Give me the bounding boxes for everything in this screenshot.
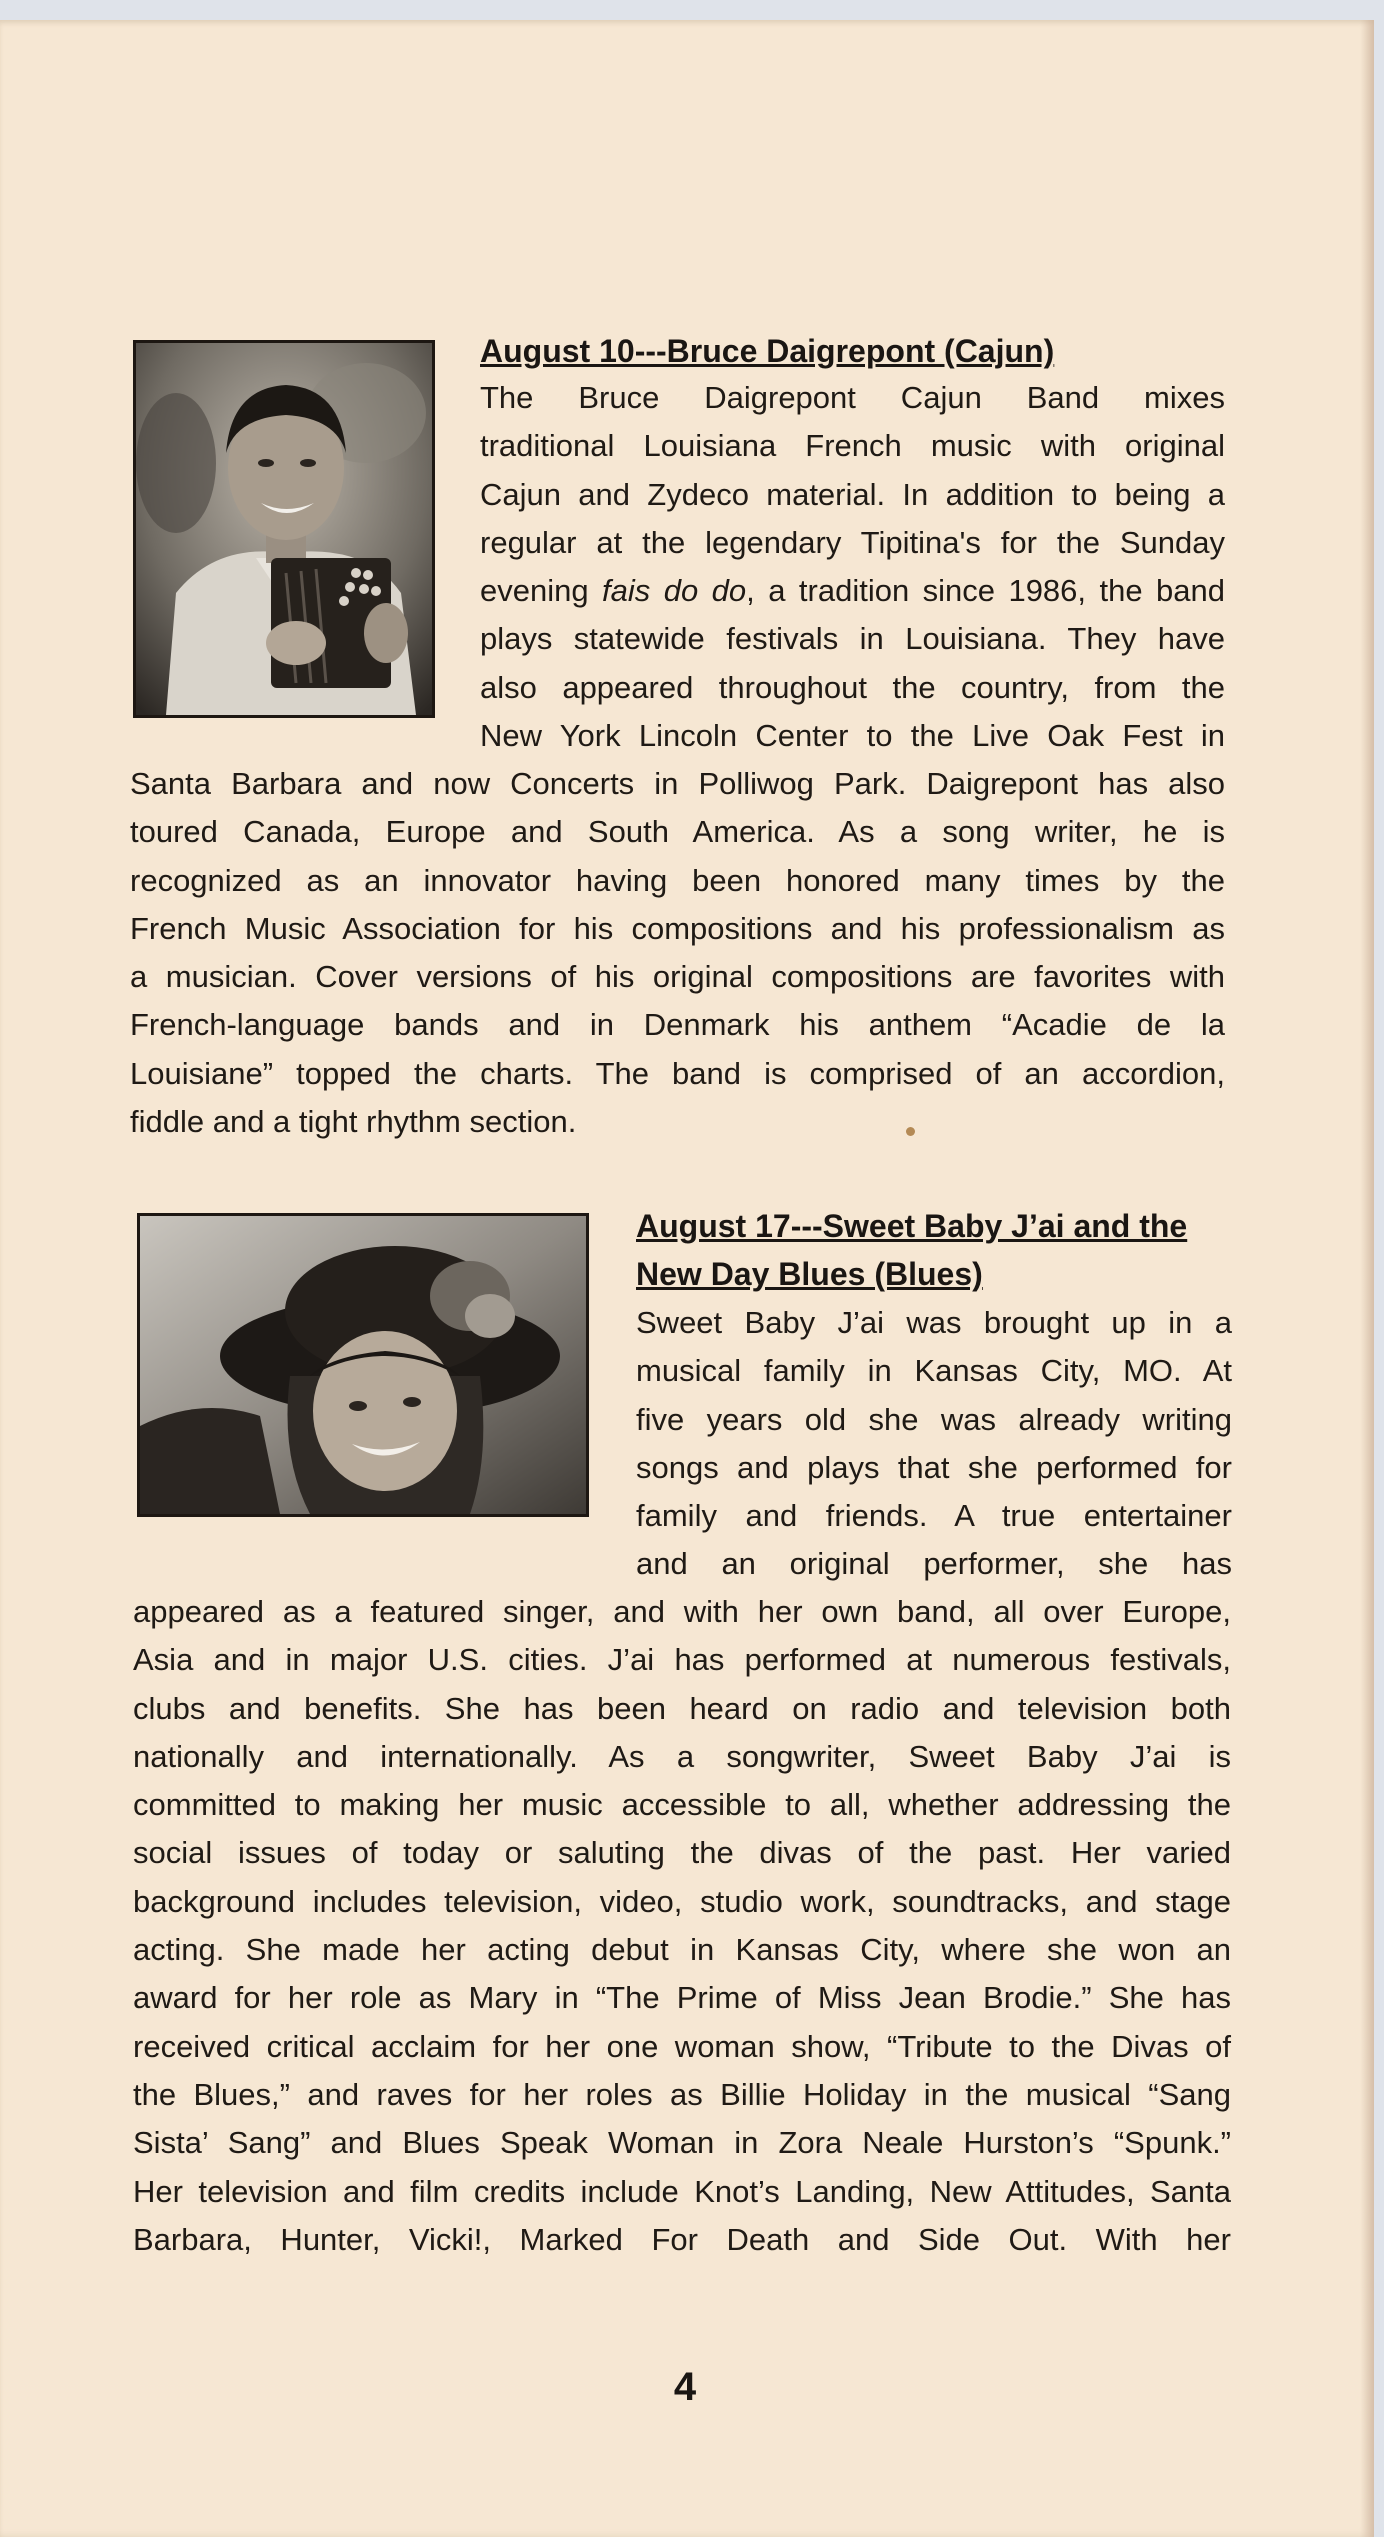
text-line: received critical acclaim for her one woman show, “Tribute to the Divas of: [133, 2028, 1231, 2064]
text-line: Sista’ Sang” and Blues Speak Woman in Zora Neale Hurston’s “Spunk.”: [133, 2125, 1231, 2161]
text-line: social issues of today or saluting the divas of the past. Her varied: [133, 1835, 1231, 1871]
text-line: New York Lincoln Center to the Live Oak Fest in: [480, 718, 1225, 754]
italic-phrase: fais do do: [602, 573, 747, 609]
text-line: and an original performer, she has: [636, 1546, 1232, 1582]
bruce-daigrepont-photo: [133, 340, 435, 718]
sweet-baby-jai-photo: [137, 1213, 589, 1517]
text-line: Santa Barbara and now Concerts in Polliwog Park. Daigrepont has also: [130, 766, 1225, 801]
text-line: fiddle and a tight rhythm section.: [130, 1104, 577, 1140]
text-line: award for her role as Mary in “The Prime of Miss Jean Brodie.” She has: [133, 1980, 1231, 2016]
text-line: five years old she was already writing: [636, 1401, 1232, 1437]
text-line: background includes television, video, studio work, soundtracks, and stage: [133, 1883, 1231, 1919]
page-number: 4: [673, 2365, 697, 2409]
sweet-baby-jai-text-full-width: [133, 1588, 1231, 2264]
text-line: regular at the legendary Tipitina's for the Sunday: [480, 524, 1225, 560]
sweet-baby-jai-text-beside-photo: [636, 1299, 1232, 1589]
text-line: committed to making her music accessible to all, whether addressing the: [133, 1787, 1231, 1823]
text-line: French-language bands and in Denmark his anthem “Acadie de la: [130, 1007, 1225, 1043]
sweet-baby-jai-photo-image: [140, 1216, 586, 1514]
bruce-daigrepont-text-beside-photo: [480, 374, 1225, 760]
text-line: also appeared throughout the country, from the: [480, 669, 1225, 705]
text-line: Louisiane” topped the charts. The band is comprised of an accordion,: [130, 1055, 1225, 1091]
text-line: Cajun and Zydeco material. In addition to being a: [480, 476, 1225, 512]
text-line: nationally and internationally. As a songwriter, Sweet Baby J’ai is: [133, 1738, 1231, 1774]
text-line: toured Canada, Europe and South America. As a song writer, he is: [130, 814, 1225, 850]
text-line: appeared as a featured singer, and with her own band, all over Europe,: [133, 1594, 1231, 1629]
text-line: Barbara, Hunter, Vicki!, Marked For Death and Side Out. With her: [133, 2221, 1231, 2257]
text-line: clubs and benefits. She has been heard on radio and television both: [133, 1690, 1231, 1726]
text-line: musical family in Kansas City, MO. At: [636, 1353, 1232, 1389]
text-line: songs and plays that she performed for: [636, 1449, 1232, 1485]
entry-heading-line: New Day Blues (Blues): [636, 1256, 983, 1292]
text-line: The Bruce Daigrepont Cajun Band mixes: [480, 380, 1225, 415]
text-line: acting. She made her acting debut in Kansas City, where she won an: [133, 1932, 1231, 1968]
text-line: French Music Association for his compositions and his professionalism as: [130, 910, 1225, 946]
text-line: the Blues,” and raves for her roles as Billie Holiday in the musical “Sang: [133, 2076, 1231, 2112]
page-edge-shadow: [1360, 20, 1374, 2537]
text-line: a musician. Cover versions of his original compositions are favorites with: [130, 959, 1225, 995]
text-line: Sweet Baby J’ai was brought up in a: [636, 1305, 1232, 1340]
text-line: traditional Louisiana French music with original: [480, 428, 1225, 464]
text-line: Asia and in major U.S. cities. J’ai has performed at numerous festivals,: [133, 1642, 1231, 1678]
text-line: plays statewide festivals in Louisiana. They have: [480, 621, 1225, 657]
text-line: evening fais do do, a tradition since 1986, the band: [480, 573, 1225, 609]
entry-heading-line: August 17---Sweet Baby J’ai and the: [636, 1208, 1188, 1244]
entry-heading-sweet-baby-jai: [636, 1202, 1232, 1298]
entry-heading-bruce-daigrepont: August 10---Bruce Daigrepont (Cajun): [480, 333, 1055, 369]
bruce-daigrepont-text-full-width: [130, 760, 1225, 1146]
text-line: recognized as an innovator having been honored many times by the: [130, 862, 1225, 898]
text-line: family and friends. A true entertainer: [636, 1498, 1232, 1534]
paper-stain: [906, 1127, 915, 1136]
text-line: Her television and film credits include Knot’s Landing, New Attitudes, Santa: [133, 2173, 1231, 2209]
bruce-daigrepont-photo-image: [136, 343, 432, 715]
